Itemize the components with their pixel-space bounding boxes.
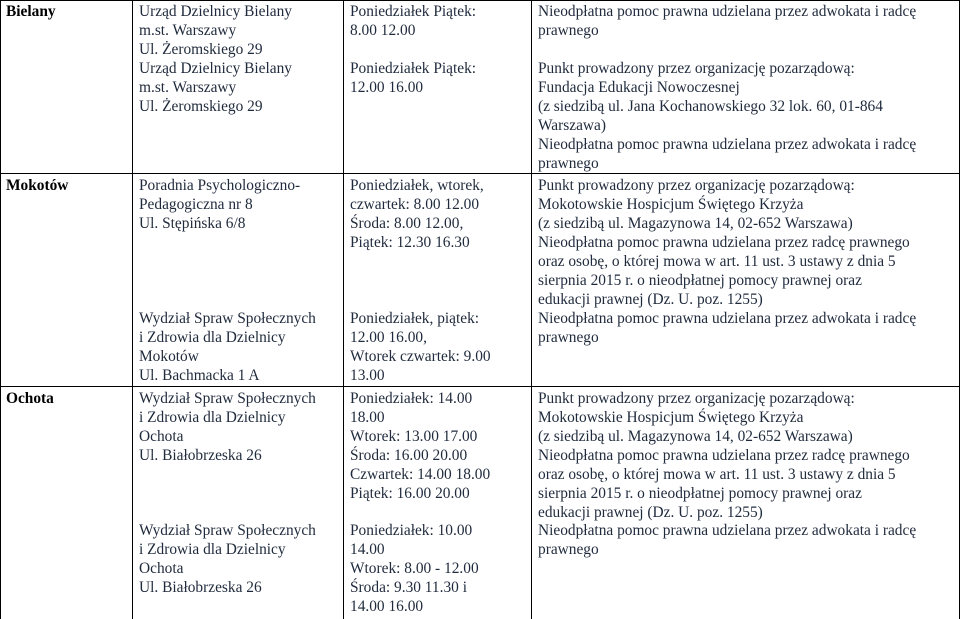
institution-address: Wydział Spraw Społecznych i Zdrowia dla Dzielnicy Mokotów Ul. Bachmacka 1 A [139,310,316,384]
table-border-top [0,0,960,1]
institution-address: Poradnia Psychologiczno- Pedagogiczna nr 8 Ul. Stępińska 6/8 [139,177,301,232]
office-hours: Poniedziałek, piątek: 12.00 16.00, Wtorek czwartek: 9.00 13.00 [350,310,491,384]
service-description: Nieodpłatna pomoc prawna udzielana przez adwokata i radcę prawnego [538,522,917,558]
row-divider-2 [0,386,960,387]
service-description: Punkt prowadzony przez organizację pozarządową: Mokotowskie Hospicjum Świętego Krzyża (z siedzibą ul. Magazynowa 14, 02-652 Warszawa) Nieodpłatna pomoc prawna udzielana przez radcę prawnego oraz osobę, o której mowa w art. 11 ust. 3 ustawy z dnia 5 sierpnia 2015 r. o nieodpłatnej pomocy prawnej oraz edukacji prawnej (Dz. U. poz. 1255) [538,177,910,308]
office-hours: Poniedziałek: 14.00 18.00 Wtorek: 13.00 17.00 Środa: 16.00 20.00 Czwartek: 14.00 18.00 Piątek: 16.00 20.00 [350,390,491,502]
column-divider-2 [343,0,344,619]
service-description: Punkt prowadzony przez organizację pozarządową: Mokotowskie Hospicjum Świętego Krzyża (z siedzibą ul. Magazynowa 14, 02-652 Warszawa) Nieodpłatna pomoc prawna udzielana przez radcę prawnego oraz osobę, o której mowa w art. 11 ust. 3 ustawy z dnia 5 sierpnia 2015 r. o nieodpłatnej pomocy prawnej oraz edukacji prawnej (Dz. U. poz. 1255) [538,390,910,521]
row-divider-1 [0,173,960,174]
office-hours: Poniedziałek Piątek: 12.00 16.00 [350,60,477,96]
district-name: Ochota [6,390,54,407]
service-description: Nieodpłatna pomoc prawna udzielana przez adwokata i radcę prawnego [538,3,917,39]
table-border-left [0,0,1,619]
column-divider-1 [132,0,133,619]
office-hours: Poniedziałek, wtorek, czwartek: 8.00 12.00 Środa: 8.00 12.00, Piątek: 12.30 16.30 [350,177,484,251]
district-name: Bielany [6,3,56,20]
office-hours: Poniedziałek Piątek: 8.00 12.00 [350,3,477,39]
institution-address: Urząd Dzielnicy Bielany m.st. Warszawy Ul. Żeromskiego 29 [139,3,292,58]
district-name: Mokotów [6,177,69,194]
office-hours: Poniedziałek: 10.00 14.00 Wtorek: 8.00 - 12.00 Środa: 9.30 11.30 i 14.00 16.00 [350,522,479,615]
service-description: Nieodpłatna pomoc prawna udzielana przez adwokata i radcę prawnego [538,310,917,346]
institution-address: Wydział Spraw Społecznych i Zdrowia dla Dzielnicy Ochota Ul. Białobrzeska 26 [139,522,316,596]
institution-address: Urząd Dzielnicy Bielany m.st. Warszawy Ul. Żeromskiego 29 [139,60,292,115]
service-description: Punkt prowadzony przez organizację pozarządową: Fundacja Edukacji Nowoczesnej (z siedzibą ul. Jana Kochanowskiego 32 lok. 60, 01-864 Warszawa) Nieodpłatna pomoc prawna udzielana przez adwokata i radcę prawnego [538,60,917,172]
institution-address: Wydział Spraw Społecznych i Zdrowia dla Dzielnicy Ochota Ul. Białobrzeska 26 [139,390,316,464]
column-divider-3 [531,0,532,619]
